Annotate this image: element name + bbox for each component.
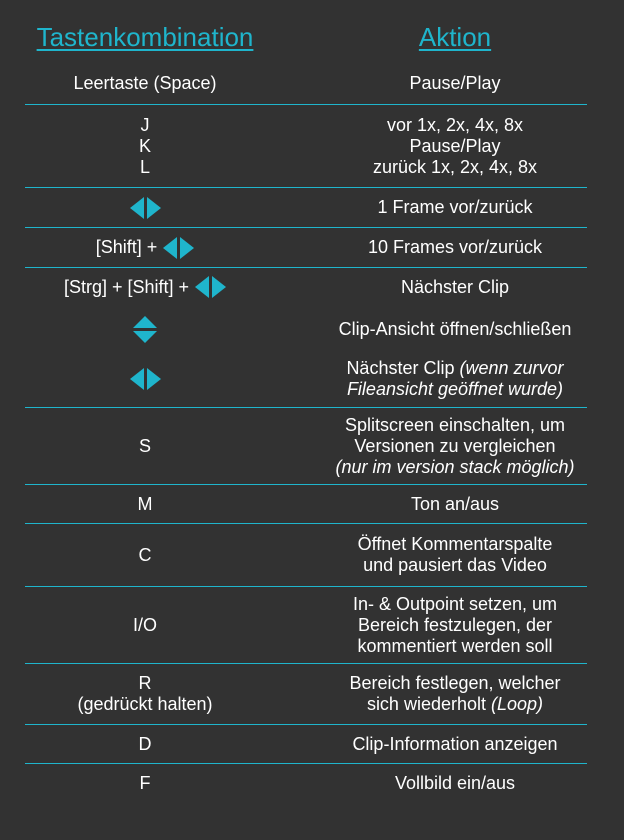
table-row [25,524,587,586]
action-label: In- & Outpoint setzen, um [352,593,558,614]
header-action: Aktion [418,22,492,52]
left-right-arrows-icon [195,276,226,298]
shortcut-label: [Shift] + [95,237,158,257]
action-label: kommentiert werden soll [357,635,553,656]
table-row [25,352,587,406]
left-right-arrows-icon [130,368,161,390]
action-label: Versionen zu vergleichen [354,435,556,456]
action-label: Nächster Clip [346,358,455,378]
action-label: Vollbild ein/aus [394,772,516,793]
action-label: Clip-Information anzeigen [352,733,558,754]
action-label: 10 Frames vor/zurück [367,237,543,257]
table-row [25,105,587,187]
action-label: 1 Frame vor/zurück [377,197,533,217]
shortcut-label: [Strg] + [Shift] + [63,276,190,297]
table-row [25,764,587,802]
table-row [25,308,587,350]
action-label: Pause/Play [409,72,501,93]
action-label: Bereich festlegen, welcher [349,673,561,693]
action-note: Fileansicht geöffnet wurde) [346,379,564,399]
shortcut-label: L [139,156,150,177]
up-down-arrows-icon [133,316,157,343]
table-row [25,268,587,306]
table-row [25,228,587,267]
shortcut-label: K [138,135,151,156]
shortcut-label: (gedrückt halten) [77,694,213,714]
shortcut-label: M [137,493,153,514]
action-label: vor 1x, 2x, 4x, 8x [386,114,524,135]
action-label: zurück 1x, 2x, 4x, 8x [372,156,538,177]
action-label: und pausiert das Video [363,555,547,575]
shortcut-label: D [138,733,152,754]
action-label: Nächster Clip [400,276,510,297]
table-row [25,664,587,724]
shortcut-label: F [139,772,151,793]
shortcut-label: J [140,114,150,135]
left-right-arrows-icon [163,237,194,259]
action-label: Bereich festzulegen, der [357,614,553,635]
table-row [25,485,587,523]
left-right-arrows-icon [130,197,161,219]
shortcut-label: S [138,435,151,456]
table-row [25,587,587,663]
action-label: Ton an/aus [410,493,500,514]
action-note: (nur im version stack möglich) [335,456,575,477]
action-label: Splitscreen einschalten, um [344,414,566,435]
header-shortcut: Tastenkombination [36,22,254,52]
shortcut-label: I/O [132,614,157,635]
action-note: (Loop) [491,694,544,714]
action-label: sich wiederholt [366,694,486,714]
action-label: Pause/Play [409,135,501,156]
table-row [25,725,587,763]
shortcut-label: C [138,544,152,565]
table-row [25,408,587,484]
action-label: Clip-Ansicht öffnen/schließen [338,318,572,339]
shortcut-label: R [138,673,152,693]
shortcut-label: Leertaste (Space) [73,72,217,93]
table-row [25,62,587,104]
action-note: (wenn zurvor [459,358,564,378]
action-label: Öffnet Kommentarspalte [357,534,553,554]
table-row [25,188,587,227]
